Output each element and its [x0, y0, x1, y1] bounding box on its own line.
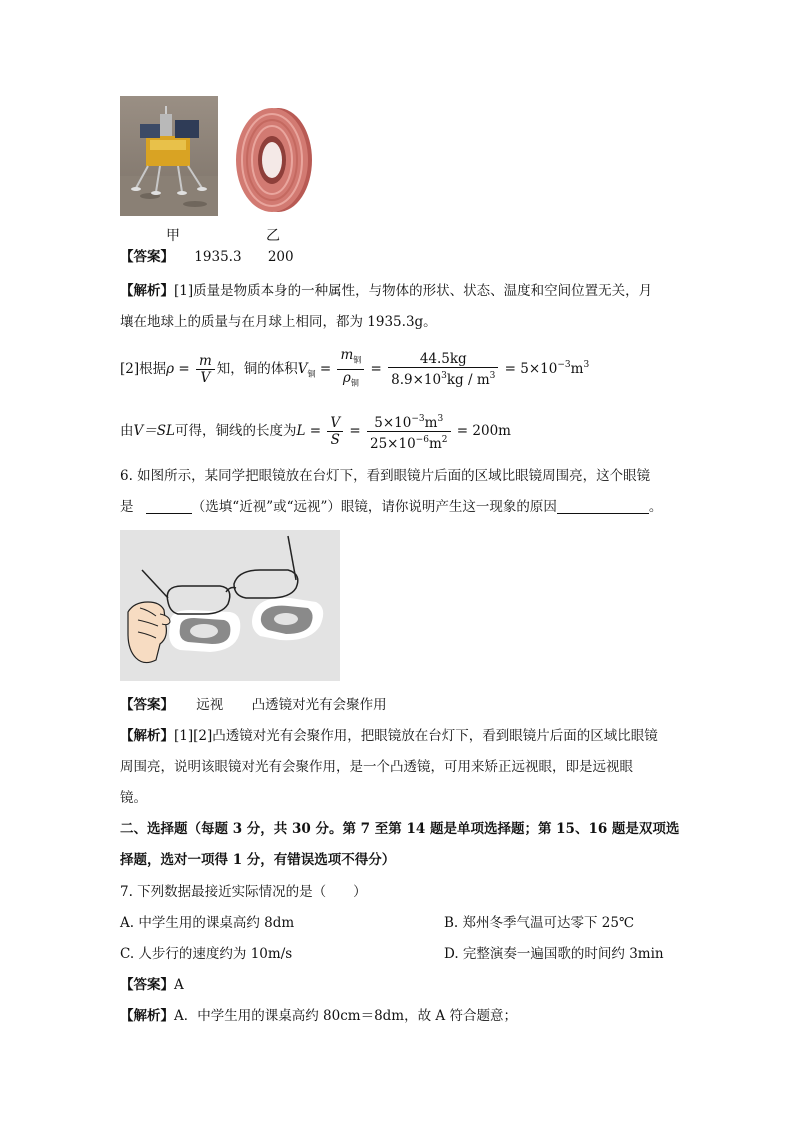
- q6-blank-2[interactable]: [557, 499, 649, 514]
- q5-answer-1: 1935.3: [194, 249, 242, 265]
- analysis-label: 【解析】: [120, 1008, 174, 1024]
- q5-answer-2: 200: [267, 249, 294, 265]
- q6-answer-row: [120, 695, 387, 715]
- q7-stem: 7. 下列数据最接近实际情况的是（ ）: [120, 884, 367, 900]
- q6-stem-line2: 是 （选填“近视”或“远视”）眼镜，请你说明产生这一现象的原因 。: [120, 499, 663, 515]
- q5-formula-length: 由V＝SL可得，铜线的长度为L = $\frac{V}{S}$ = $\frac{5\times 10^{-3}m^3}{25\times 10^{-6}m^2}$ = 200m: [120, 411, 511, 452]
- section2-heading-line2: 择题，选对一项得 1 分，有错误选项不得分）: [120, 852, 396, 868]
- q7-option-a[interactable]: A. 中学生用的课桌高约 8dm: [120, 915, 295, 931]
- answer-label: 【答案】: [120, 697, 174, 713]
- figure-label-a: 甲: [166, 228, 180, 244]
- q6-stem-line1: 6. 如图所示，某同学把眼镜放在台灯下，看到眼镜片后面的区域比眼镜周围亮，这个眼镜: [120, 468, 651, 484]
- q7-option-d[interactable]: D. 完整演奏一遍国歌的时间约 3min: [444, 946, 664, 962]
- lunar-lander-photo: [120, 96, 218, 216]
- analysis-label: 【解析】: [120, 728, 174, 744]
- q7-option-c[interactable]: C. 人步行的速度约为 10m/s: [120, 946, 293, 962]
- q5-formula-volume: [2]根据ρ = $\frac{m}{V}$ 知，铜的体积$V_铜$ = $\frac{m_铜}{\rho_铜}$ = $\frac{44.5kg}{8.9\times 10^3kg / m^3}$ = $5\times 10^{-3}m^3$: [120, 347, 590, 388]
- q7-answer-row: [120, 975, 184, 995]
- q6-answer-2: 凸透镜对光有会聚作用: [251, 697, 387, 713]
- q6-answer-1: 远视: [196, 697, 224, 713]
- q5-analysis-line1: 【解析】[1]质量是物质本身的一种属性，与物体的形状、状态、温度和空间位置无关，月: [120, 283, 653, 299]
- q6-analysis-line2: 周围亮，说明该眼镜对光有会聚作用，是一个凸透镜，可用来矫正远视眼，即是远视眼: [120, 759, 633, 775]
- glasses-illustration: [120, 530, 340, 681]
- section2-heading-line1: 二、选择题（每题 3 分，共 30 分。第 7 至第 14 题是单项选择题；第 15、16 题是双项选: [120, 821, 680, 837]
- q7-answer: A: [174, 977, 184, 993]
- answer-label: 【答案】: [120, 249, 174, 265]
- analysis-label: 【解析】: [120, 283, 174, 299]
- q5-answer-row: [120, 247, 294, 267]
- q7-option-b[interactable]: B. 郑州冬季气温可达零下 25℃: [444, 915, 635, 931]
- q6-analysis-line3: 镜。: [120, 790, 147, 806]
- q7-analysis-line1: 【解析】A．中学生用的课桌高约 80cm＝8dm，故 A 符合题意；: [120, 1008, 517, 1024]
- q5-analysis-line2: 壤在地球上的质量与在月球上相同，都为 1935.3g。: [120, 314, 437, 330]
- answer-label: 【答案】: [120, 977, 174, 993]
- q6-blank-1[interactable]: [146, 499, 192, 514]
- figure-label-b: 乙: [266, 228, 280, 244]
- q6-analysis-line1: 【解析】[1][2]凸透镜对光有会聚作用，把眼镜放在台灯下，看到眼镜片后面的区域比眼镜: [120, 728, 658, 744]
- copper-coil-photo: [228, 100, 320, 218]
